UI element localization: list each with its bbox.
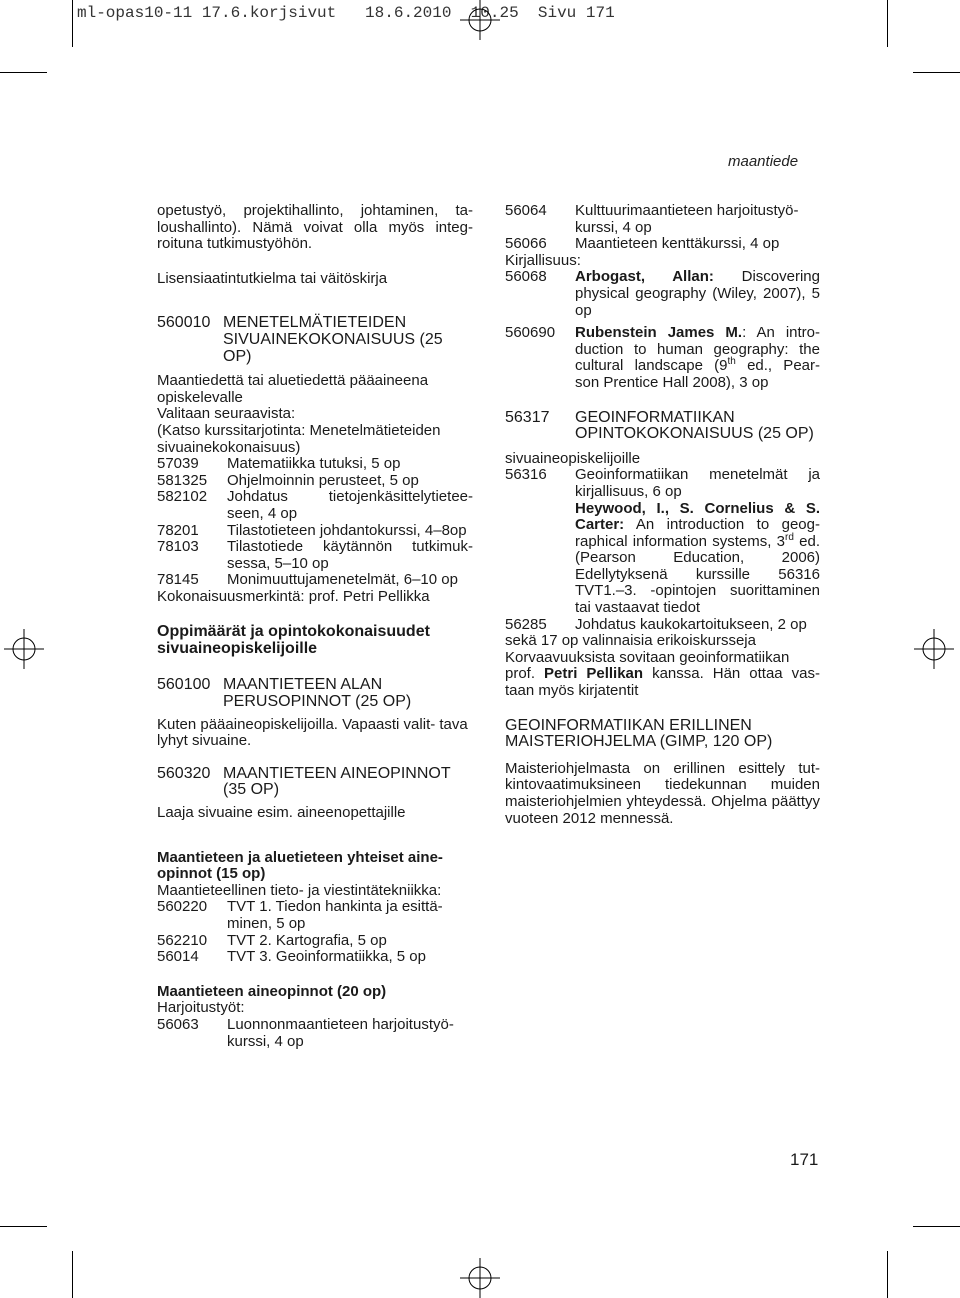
section-heading (157, 766, 473, 799)
course-code: 78103 (157, 538, 199, 556)
section-code: 560320 (157, 764, 211, 782)
book-text (575, 269, 820, 319)
course-row (157, 523, 473, 540)
book-title: Discovering physical geography (Wiley, 2007), 5 op (575, 268, 820, 319)
course-row (505, 203, 820, 236)
course-text: Matematiikka tutuksi, 5 op (227, 455, 401, 473)
crop-mark (887, 0, 888, 47)
book-row (505, 269, 820, 319)
course-row (505, 467, 820, 616)
course-code: 562210 (157, 931, 208, 949)
course-code: 78201 (157, 521, 199, 539)
book-title-cont: ed. (Pearson Education, 2006) Edellytyksenä kurssille 56316 TVT1.–3. -opintojen suorittaminen tai vastaavat tiedot (575, 532, 820, 617)
oppimaarat-heading: Oppimäärät ja opintokokonaisuudet sivuaineopiskelijoille (157, 623, 430, 658)
course-text: Tilastotieteen johdantokurssi, 4–8op (227, 521, 467, 539)
course-row (157, 539, 473, 572)
section-title: MENETELMÄTIETEIDEN SIVUAINEKOKONAISUUS (25 OP) (223, 314, 443, 365)
course-row (157, 489, 473, 522)
person-name: Petri Pellikan (544, 665, 644, 683)
gimp-paragraph: Maisteriohjelmasta on erillinen esittely tut- kintovaatimuksineen tiedekunnan muiden maisteriohjelmien yhteydessä. Ohjelma päättyy vuoteen 2012 mennessä. (505, 759, 820, 827)
course-code: 56066 (505, 235, 547, 253)
course-code: 56064 (505, 202, 547, 219)
lisensiaatti-line: Lisensiaatintutkielma tai väitöskirja (157, 269, 388, 287)
crop-mark (0, 72, 47, 73)
registration-mark-icon (4, 629, 44, 669)
course-row (157, 1017, 473, 1050)
text-fragment: prof. (505, 665, 545, 683)
course-row (157, 899, 473, 932)
intro-paragraph: opetustyö, projektihallinto, johtaminen, ta- loushallinto). Nämä voivat olla myös integ- roituna tutkimustyöhön. (157, 202, 473, 253)
course-code: 582102 (157, 488, 208, 506)
book-author: Rubenstein James M. (575, 324, 743, 342)
course-code: 78145 (157, 571, 199, 589)
section-title: GEOINFORMATIIKAN OPINTOKOKONAISUUS (25 OP) (575, 408, 814, 443)
text-paragraph (505, 666, 820, 699)
right-column (505, 203, 820, 827)
course-text: Johdatus tietojenkäsittelytietee- seen, 4 op (227, 488, 473, 522)
course-code: 560220 (157, 898, 208, 916)
text-line: Maantiedettä tai aluetiedettä pääaineena opiskelevalle (157, 372, 429, 406)
course-row (157, 933, 473, 950)
course-text: Tilastotiede käytännön tutkimuk- sessa, 5–10 op (227, 538, 473, 572)
text-line: Maantieteellinen tieto- ja viestintätekniikka: (157, 881, 442, 899)
course-row (157, 572, 473, 589)
text-line: Valitaan seuraavista: (157, 405, 296, 423)
course-row (505, 236, 820, 253)
text-paragraph: Laaja sivuaine esim. aineenopettajille (157, 804, 406, 822)
course-text: TVT 1. Tiedon hankinta ja esittä- minen, 5 op (227, 898, 443, 932)
course-text: TVT 2. Kartografia, 5 op (227, 931, 387, 949)
course-code: 56068 (505, 268, 547, 286)
book-title: An introduction to geog- raphical information systems, 3 (575, 516, 820, 550)
section-title: MAANTIETEEN AINEOPINNOT (35 OP) (223, 764, 451, 799)
course-row (157, 456, 473, 473)
course-text (575, 467, 820, 616)
crop-mark (72, 0, 73, 47)
course-title: Geoinformatiikan menetelmät ja kirjallisuus, 6 op (575, 466, 820, 500)
course-code: 56063 (157, 1015, 199, 1033)
gimp-heading: GEOINFORMATIIKAN ERILLINEN MAISTERIOHJELMA (GIMP, 120 OP) (505, 716, 773, 751)
registration-mark-icon (460, 1258, 500, 1298)
course-row (505, 617, 820, 634)
section-code: 560100 (157, 676, 211, 694)
registration-mark-icon (914, 629, 954, 669)
registration-mark-icon (460, 0, 500, 40)
text-line: sivuaineopiskelijoille (505, 449, 641, 467)
course-code: 581325 (157, 471, 208, 489)
section-heading (157, 315, 473, 365)
course-text: Ohjelmoinnin perusteet, 5 op (227, 471, 419, 489)
book-title: : An intro- duction to human geography: the cultural landscape (9 (575, 324, 820, 375)
course-row (157, 949, 473, 966)
text-fragment: kanssa. Hän ottaa vas- taan myös kirjatentit (505, 665, 820, 700)
text-line: Kirjallisuus: (505, 251, 581, 269)
text-paragraph: Kuten pääaineopiskelijoilla. Vapaasti valit- tava lyhyt sivuaine. (157, 715, 468, 750)
course-text: Luonnonmaantieteen harjoitustyö- kurssi, 4 op (227, 1015, 454, 1050)
text-line: (Katso kurssitarjotinta: Menetelmätieteiden sivuainekokonaisuus) (157, 421, 441, 456)
superscript: th (727, 356, 736, 368)
section-heading (505, 410, 820, 443)
section-title: MAANTIETEEN ALAN PERUSOPINNOT (25 OP) (223, 676, 412, 711)
yhteiset-heading: Maantieteen ja aluetieteen yhteiset aine- opinnot (15 op) (157, 848, 443, 883)
left-column (157, 203, 473, 1050)
book-title-cont: ed., Pear- son Prentice Hall 2008), 3 op (575, 357, 820, 391)
section-code: 560010 (157, 314, 211, 332)
book-text (575, 325, 820, 391)
running-head: maantiede (728, 153, 799, 170)
text-line: sekä 17 op valinnaisia erikoiskursseja (505, 632, 756, 650)
course-row (157, 473, 473, 490)
aineopinnot-heading: Maantieteen aineopinnot (20 op) (157, 982, 387, 1000)
book-row (505, 325, 820, 391)
page-number: 171 (790, 1150, 819, 1169)
crop-mark (72, 1251, 73, 1298)
course-code: 56316 (505, 466, 547, 484)
course-code: 57039 (157, 455, 199, 473)
course-text: Johdatus kaukokartoitukseen, 2 op (575, 615, 807, 633)
text-line: Harjoitustyöt: (157, 999, 245, 1017)
kokonaisuus-line: Kokonaisuusmerkintä: prof. Petri Pellikka (157, 587, 430, 605)
print-slug: ml-opas10-11 17.6.korjsivut 18.6.2010 10.25 Sivu 171 (77, 4, 615, 22)
crop-mark (0, 1226, 47, 1227)
book-author: Arbogast, Allan: (575, 268, 714, 286)
crop-mark (913, 72, 960, 73)
course-text: TVT 3. Geoinformatiikka, 5 op (227, 948, 426, 966)
section-code: 56317 (505, 408, 550, 426)
course-code: 56014 (157, 948, 199, 966)
book-author: Heywood, I., S. Cornelius & S. Carter: (575, 499, 820, 534)
course-text: Monimuuttujamenetelmät, 6–10 op (227, 571, 458, 589)
crop-mark (887, 1251, 888, 1298)
course-code: 560690 (505, 324, 556, 342)
crop-mark (913, 1226, 960, 1227)
section-heading (157, 677, 473, 710)
superscript: rd (784, 531, 794, 543)
course-text: Kulttuurimaantieteen harjoitustyö- kurssi, 4 op (575, 202, 799, 236)
course-code: 56285 (505, 615, 547, 633)
text-line: Korvaavuuksista sovitaan geoinformatiikan (505, 648, 790, 666)
course-text: Maantieteen kenttäkurssi, 4 op (575, 235, 780, 253)
